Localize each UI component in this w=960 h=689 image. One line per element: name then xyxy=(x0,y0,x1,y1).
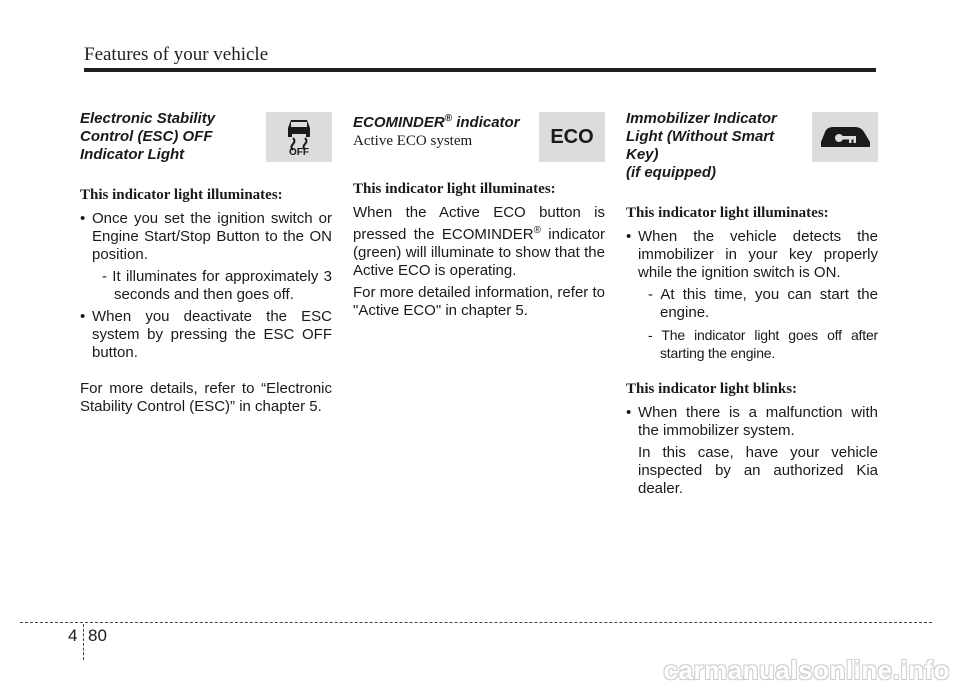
footer-divider xyxy=(20,622,932,623)
immobilizer-title-line2: Light (Without Smart Key) xyxy=(626,128,775,163)
watermark: carmanualsonline.info xyxy=(663,655,950,685)
immobilizer-title-line1: Immobilizer Indicator xyxy=(626,110,777,127)
list-item xyxy=(80,308,332,362)
immobilizer-bullet-list1 xyxy=(626,228,878,362)
esc-title-row xyxy=(80,110,332,164)
chapter-number: 4 xyxy=(68,626,78,645)
immobilizer-icon xyxy=(812,112,878,162)
eco-title-part1: ECOMINDER xyxy=(353,114,445,131)
eco-title-row xyxy=(353,110,605,160)
esc-bullet1: Once you set the ignition switch or Engine Start/Stop Button to the ON position. xyxy=(92,210,332,263)
eco-icon-label: ECO xyxy=(550,125,594,148)
esc-bullet2: When you deactivate the ESC system by pressing the ESC OFF button. xyxy=(92,308,332,361)
footer-vertical-divider xyxy=(83,624,84,660)
esc-bullet-list xyxy=(80,210,332,362)
section-esc-off xyxy=(80,110,332,416)
page-header-title: Features of your vehicle xyxy=(84,44,269,65)
eco-title-sup: ® xyxy=(444,113,453,124)
eco-indicator-icon xyxy=(539,112,605,162)
list-item xyxy=(80,210,332,304)
immobilizer-bullet1: When the vehicle detects the immobilizer in your key properly while the ignition switch is ON. xyxy=(638,228,878,281)
immobilizer-bullet-list2 xyxy=(626,404,878,498)
immobilizer-bullet2: When there is a malfunction with the immobilizer system. xyxy=(638,404,878,439)
esc-off-icon xyxy=(266,112,332,162)
esc-bullet1-sub: - It illuminates for approximately 3 seconds and then goes off. xyxy=(102,268,332,303)
immobilizer-title-line3: (if equipped) xyxy=(626,164,716,181)
immobilizer-section-title xyxy=(626,110,808,182)
esc-title-line2: Control (ESC) OFF xyxy=(80,128,213,145)
esc-subhead: This indicator light illuminates: xyxy=(80,187,283,203)
eco-para1-sup: ® xyxy=(533,225,541,236)
section-immobilizer xyxy=(626,110,878,502)
immobilizer-subhead1: This indicator light illuminates: xyxy=(626,205,829,221)
eco-section-title xyxy=(353,110,523,132)
immobilizer-bullet1-sub1: - At this time, you can start the engine. xyxy=(648,286,878,321)
page-number: 80 xyxy=(88,626,107,645)
esc-note: For more details, refer to “Electronic Stability Control (ESC)” in chapter 5. xyxy=(80,380,332,415)
immobilizer-bullet1-sub2: - The indicator light goes off after starting the engine. xyxy=(648,327,878,361)
eco-para1-b: indicator (green) will illuminate to show that the Active ECO is operating. xyxy=(353,226,605,279)
list-item xyxy=(626,228,878,362)
eco-subhead: This indicator light illuminates: xyxy=(353,181,556,197)
eco-title-part2: indicator xyxy=(452,114,520,131)
header-rule xyxy=(84,68,876,72)
immobilizer-title-row xyxy=(626,110,878,182)
eco-subtitle: Active ECO system xyxy=(353,133,473,149)
esc-title-line1: Electronic Stability xyxy=(80,110,216,127)
list-item xyxy=(626,404,878,498)
immobilizer-bullet2-para: In this case, have your vehicle inspected by an authorized Kia dealer. xyxy=(638,444,878,497)
eco-para2: For more detailed information, refer to "Active ECO" in chapter 5. xyxy=(353,284,605,319)
section-ecominder xyxy=(353,110,605,320)
immobilizer-subhead2: This indicator light blinks: xyxy=(626,381,798,397)
esc-title-line3: Indicator Light xyxy=(80,146,185,163)
eco-para1-a: When the Active ECO button is pressed the ECOMINDER xyxy=(353,204,605,243)
esc-icon-label: OFF xyxy=(289,147,309,158)
eco-para1 xyxy=(353,204,605,280)
esc-section-title xyxy=(80,110,250,164)
